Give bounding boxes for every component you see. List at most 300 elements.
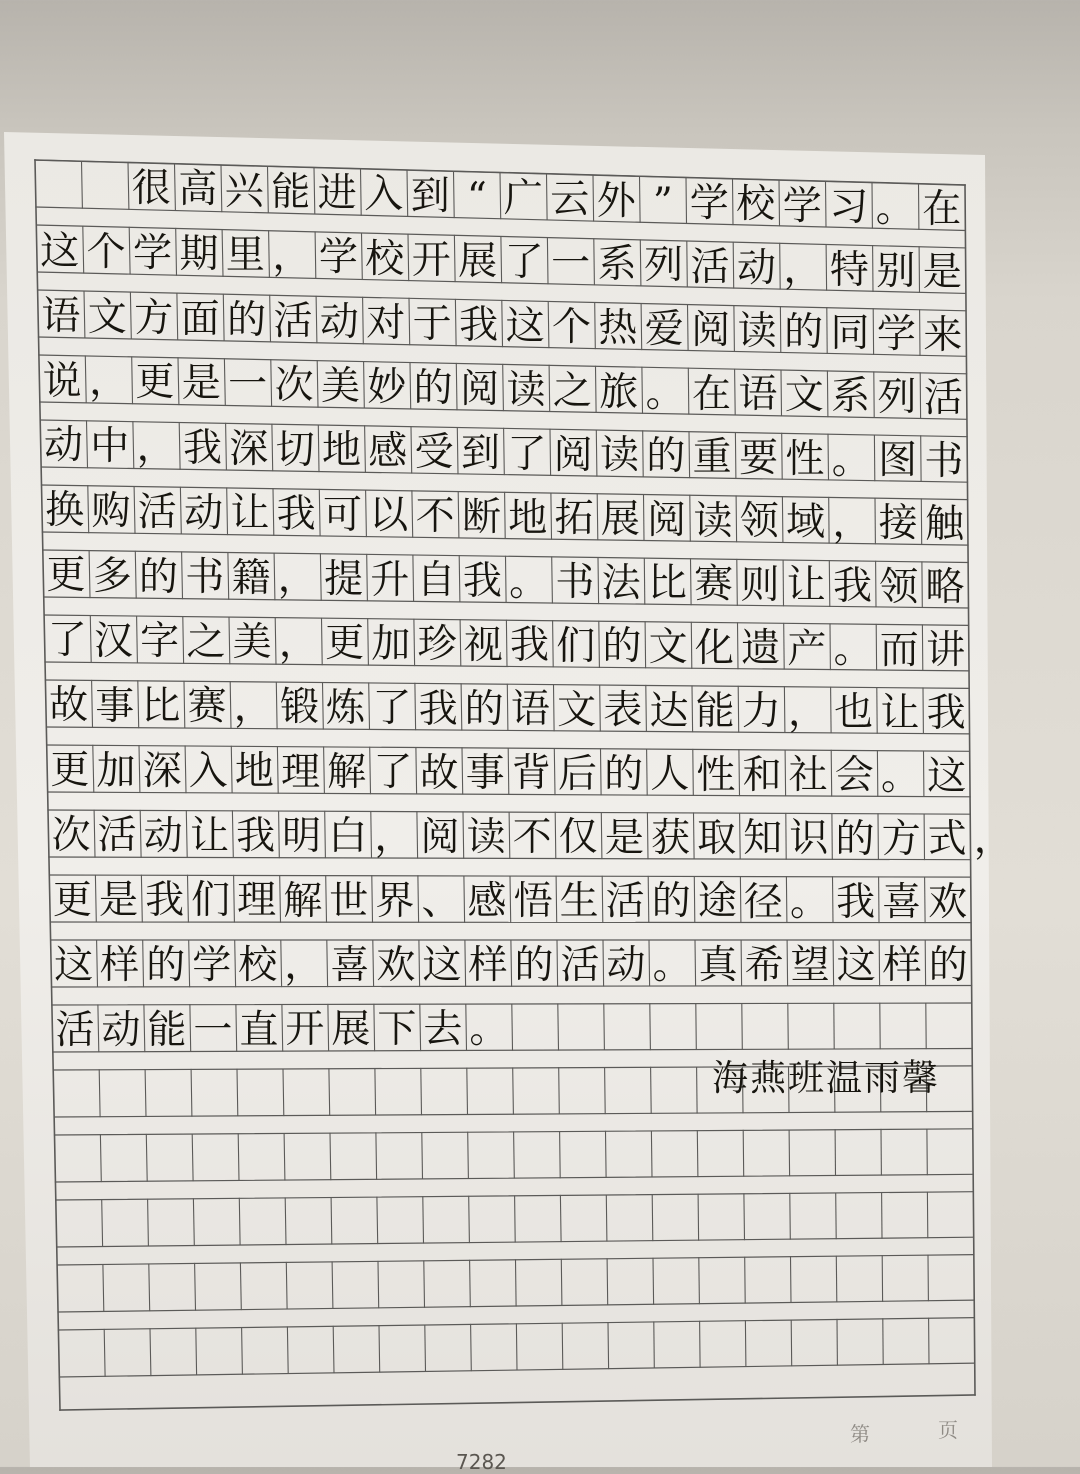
essay-character: 学: [874, 315, 918, 354]
essay-character: ，: [282, 946, 326, 985]
essay-character: 是: [602, 819, 646, 858]
essay-character: ，: [231, 688, 275, 727]
grid-cell-divider: [559, 1068, 560, 1114]
essay-character: 解: [325, 753, 369, 792]
essay-character: 美: [319, 367, 363, 406]
essay-character: ，: [971, 820, 1015, 859]
grid-cell-divider: [516, 1324, 517, 1370]
essay-character: 这: [38, 232, 82, 271]
essay-character: 故: [47, 686, 91, 725]
grid-cell-divider: [375, 1069, 376, 1115]
grid-cell-divider: [653, 1258, 654, 1304]
essay-character: 方: [132, 299, 176, 338]
essay-character: 文: [646, 628, 690, 667]
essay-character: 而: [877, 631, 921, 670]
essay-character: 这: [503, 307, 547, 346]
essay-character: 遗: [739, 629, 783, 668]
essay-character: 阅: [458, 370, 502, 409]
essay-character: 喜: [880, 883, 924, 922]
grid-cell-divider: [654, 1322, 655, 1368]
essay-character: 会: [832, 756, 876, 795]
grid-cell-divider: [423, 1197, 424, 1243]
essay-character: 达: [647, 692, 691, 731]
essay-character: 的: [462, 690, 506, 729]
essay-character: 旅: [597, 373, 641, 412]
essay-character: 次: [49, 816, 93, 855]
essay-character: 里: [223, 236, 267, 275]
essay-character: 人: [648, 755, 692, 794]
essay-character: 不: [510, 818, 554, 857]
grid-cell-divider: [697, 1067, 698, 1113]
essay-character: 让: [784, 566, 828, 605]
essay-character: [83, 168, 127, 207]
essay-character: 触: [923, 505, 967, 544]
essay-character: 也: [832, 693, 876, 732]
essay-character: 拓: [552, 499, 596, 538]
essay-character: 阅: [551, 436, 595, 475]
essay-character: 活: [53, 1011, 97, 1050]
essay-character: 我: [143, 881, 187, 920]
essay-character: 的: [926, 946, 970, 985]
grid-cell-divider: [424, 1261, 425, 1307]
essay-character: 动: [42, 426, 86, 465]
essay-character: 更: [44, 556, 88, 595]
essay-character: 事: [93, 687, 137, 726]
grid-cell-divider: [744, 1194, 745, 1240]
essay-character: 的: [512, 946, 556, 985]
essay-character: 取: [695, 819, 739, 858]
grid-cell-divider: [471, 1324, 472, 1370]
author-signature: 海燕班温雨馨: [712, 1050, 940, 1101]
essay-character: 希: [742, 946, 786, 985]
essay-character: 炼: [324, 689, 368, 728]
essay-character: 。: [873, 189, 917, 228]
essay-character: 了: [45, 621, 89, 660]
essay-character: ，: [134, 428, 178, 467]
essay-character: 阅: [689, 311, 733, 350]
grid-cell-divider: [425, 1325, 426, 1371]
essay-character: 受: [412, 433, 456, 472]
essay-character: 书: [553, 563, 597, 602]
essay-character: 法: [599, 564, 643, 603]
essay-character: 的: [144, 946, 188, 985]
essay-character: 个: [84, 233, 128, 272]
essay-character: 爱: [642, 310, 686, 349]
essay-character: 系: [829, 377, 873, 416]
essay-character: 识: [787, 819, 831, 858]
essay-character: 式: [925, 820, 969, 859]
essay-character: 活: [688, 248, 732, 287]
page-number-label: 第: [850, 1418, 870, 1447]
essay-character: 图: [876, 441, 920, 480]
grid-cell-divider: [558, 1004, 559, 1050]
essay-character: 一: [191, 1011, 235, 1050]
essay-character: 开: [409, 241, 453, 280]
essay-character: 让: [878, 694, 922, 733]
essay-character: 我: [924, 694, 968, 733]
grid-cell-divider: [514, 1132, 515, 1178]
essay-character: 是: [920, 253, 964, 292]
essay-character: 学: [316, 238, 360, 277]
essay-character: 断: [460, 498, 504, 537]
essay-character: 深: [227, 430, 271, 469]
grid-cell-divider: [605, 1068, 606, 1114]
essay-character: 性: [783, 440, 827, 479]
essay-character: 兴: [222, 172, 266, 211]
essay-character: 次: [272, 366, 316, 405]
essay-character: 列: [642, 246, 686, 285]
essay-character: 之: [550, 372, 594, 411]
essay-character: 的: [137, 558, 181, 597]
essay-character: 方: [879, 820, 923, 859]
essay-character: 语: [39, 297, 83, 336]
essay-character: 讲: [924, 631, 968, 670]
essay-character: 能: [693, 692, 737, 731]
grid-cell-divider: [700, 1321, 701, 1367]
essay-character: 妙: [365, 368, 409, 407]
essay-character: 加: [369, 625, 413, 664]
page-number-suffix: 页: [938, 1414, 958, 1443]
essay-character: 世: [327, 882, 371, 921]
grid-cell-divider: [469, 1196, 470, 1242]
essay-character: 升: [368, 561, 412, 600]
essay-character: 高: [176, 170, 220, 209]
essay-character: 对: [364, 304, 408, 343]
grid-cell-divider: [468, 1132, 469, 1178]
essay-character: 校: [734, 185, 778, 224]
essay-character: 别: [874, 252, 918, 291]
essay-character: 样: [98, 946, 142, 985]
essay-character: 的: [782, 313, 826, 352]
essay-character: 在: [920, 190, 964, 229]
essay-character: 文: [782, 376, 826, 415]
essay-character: 。: [467, 1010, 511, 1049]
essay-character: 展: [329, 1010, 373, 1049]
essay-character: 样: [466, 946, 510, 985]
essay-character: 赛: [185, 687, 229, 726]
essay-character: 系: [595, 245, 639, 284]
essay-character: 广: [501, 179, 545, 218]
essay-character: 去: [421, 1010, 465, 1049]
grid-cell-divider: [698, 1194, 699, 1240]
essay-character: 书: [183, 558, 227, 597]
essay-character: 故: [417, 754, 461, 793]
essay-character: 我: [508, 626, 552, 665]
essay-character: 动: [141, 817, 185, 856]
grid-cell-divider: [604, 1004, 605, 1050]
essay-character: 一: [549, 244, 593, 283]
essay-character: 外: [594, 182, 638, 221]
essay-character: 和: [740, 756, 784, 795]
essay-character: 读: [504, 371, 548, 410]
grid-cell-divider: [560, 1195, 561, 1241]
essay-character: 活: [921, 379, 965, 418]
essay-character: 的: [602, 755, 646, 794]
grid-cell-divider: [562, 1323, 563, 1369]
essay-character: 字: [138, 622, 182, 661]
essay-character: ，: [276, 624, 320, 663]
grid-cell-divider: [697, 1131, 698, 1177]
essay-character: 。: [879, 757, 923, 796]
essay-character: 、: [419, 882, 463, 921]
essay-character: 。: [829, 441, 873, 480]
essay-character: 阅: [418, 818, 462, 857]
essay-character: 解: [281, 882, 325, 921]
essay-character: 读: [735, 312, 779, 351]
essay-character: 学: [687, 184, 731, 223]
essay-character: 性: [694, 756, 738, 795]
essay-character: 热: [596, 309, 640, 348]
essay-character: 领: [877, 568, 921, 607]
essay-character: 我: [834, 883, 878, 922]
essay-character: 视: [461, 626, 505, 665]
grid-cell-divider: [742, 1004, 743, 1050]
essay-character: 力: [739, 692, 783, 731]
essay-character: 读: [464, 818, 508, 857]
grid-cell-divider: [606, 1195, 607, 1241]
essay-character: 了: [371, 753, 415, 792]
essay-character: ，: [270, 237, 314, 276]
essay-character: 个: [550, 308, 594, 347]
essay-character: 更: [323, 624, 367, 663]
essay-character: 的: [600, 627, 644, 666]
essay-character: 知: [741, 819, 785, 858]
essay-character: 样: [880, 946, 924, 985]
essay-character: 校: [363, 240, 407, 279]
essay-character: 。: [788, 883, 832, 922]
essay-character: 进: [315, 174, 359, 213]
essay-character: 们: [554, 627, 598, 666]
essay-character: 加: [94, 752, 138, 791]
essay-character: 说: [40, 362, 84, 401]
essay-character: 赛: [692, 565, 736, 604]
essay-character: 校: [236, 946, 280, 985]
essay-character: 的: [833, 820, 877, 859]
essay-character: 生: [557, 882, 601, 921]
essay-character: 地: [506, 499, 550, 538]
essay-character: 活: [271, 302, 315, 341]
essay-character: 社: [786, 756, 830, 795]
essay-character: 地: [320, 431, 364, 470]
grid-cell-divider: [467, 1068, 468, 1114]
essay-character: 购: [89, 492, 133, 531]
essay-character: 学: [131, 234, 175, 273]
essay-character: 的: [411, 369, 455, 408]
essay-character: 。: [643, 374, 687, 413]
essay-character: 习: [827, 188, 871, 227]
grid-cell-divider: [422, 1133, 423, 1179]
essay-character: 域: [784, 503, 828, 542]
grid-cell-divider: [652, 1195, 653, 1241]
grid-cell-divider: [743, 1130, 744, 1176]
essay-character: 列: [875, 378, 919, 417]
essay-character: 让: [228, 494, 272, 533]
essay-character: 期: [177, 235, 221, 274]
essay-character: 。: [650, 946, 694, 985]
essay-character: 仅: [556, 818, 600, 857]
essay-character: 多: [90, 557, 134, 596]
essay-character: 活: [95, 816, 139, 855]
essay-character: 到: [408, 177, 452, 216]
grid-cell-divider: [512, 1004, 513, 1050]
essay-character: 自: [414, 561, 458, 600]
essay-character: 们: [189, 881, 233, 920]
essay-character: 动: [317, 303, 361, 342]
essay-character: 特: [827, 251, 871, 290]
essay-character: 表: [601, 691, 645, 730]
grid-cell-divider: [607, 1259, 608, 1305]
essay-character: ，: [786, 693, 830, 732]
grid-cell-divider: [699, 1258, 700, 1304]
essay-character: 面: [178, 300, 222, 339]
essay-character: 籍: [229, 559, 273, 598]
essay-character: 。: [507, 563, 551, 602]
grid-cell-divider: [791, 1320, 792, 1366]
essay-character: 要: [737, 439, 781, 478]
essay-character: 欢: [374, 946, 418, 985]
essay-character: 则: [738, 566, 782, 605]
essay-character: 切: [273, 431, 317, 470]
essay-character: 很: [129, 169, 173, 208]
essay-character: 获: [649, 819, 693, 858]
grid-cell-divider: [608, 1323, 609, 1369]
grid-cell-divider: [376, 1133, 377, 1180]
essay-character: 一: [226, 365, 270, 404]
essay-character: 活: [135, 493, 179, 532]
essay-character: 汉: [92, 622, 136, 661]
grid-cell-divider: [379, 1326, 380, 1373]
essay-character: ，: [87, 362, 131, 401]
essay-character: 珍: [415, 625, 459, 664]
essay-character: 语: [736, 375, 780, 414]
essay-character: 的: [644, 437, 688, 476]
essay-character: 动: [99, 1011, 143, 1050]
essay-character: 的: [225, 301, 269, 340]
essay-character: 读: [691, 502, 735, 541]
essay-character: 直: [237, 1011, 281, 1050]
essay-character: 明: [280, 817, 324, 856]
essay-character: 望: [788, 946, 832, 985]
essay-character: 这: [420, 946, 464, 985]
essay-character: ，: [830, 504, 874, 543]
essay-character: 到: [459, 434, 503, 473]
essay-character: 能: [269, 173, 313, 212]
essay-character: 我: [416, 690, 460, 729]
essay-character: 入: [362, 175, 406, 214]
essay-character: 不: [413, 497, 457, 536]
essay-character: 我: [457, 306, 501, 345]
essay-character: 了: [505, 435, 549, 474]
grid-cell-divider: [606, 1131, 607, 1177]
essay-character: 于: [410, 305, 454, 344]
essay-character: 界: [373, 882, 417, 921]
essay-character: 文: [85, 298, 129, 337]
essay-character: 悟: [511, 882, 555, 921]
essay-character: 学: [190, 946, 234, 985]
essay-character: 接: [876, 504, 920, 543]
essay-character: 让: [188, 817, 232, 856]
essay-character: 的: [649, 882, 693, 921]
essay-character: ”: [641, 183, 685, 222]
grid-cell-divider: [515, 1196, 516, 1242]
essay-character: 开: [283, 1010, 327, 1049]
essay-character: 能: [145, 1011, 189, 1050]
grid-cell-divider: [421, 1068, 422, 1114]
essay-character: 是: [179, 364, 223, 403]
essay-character: 美: [230, 623, 274, 662]
essay-character: [36, 167, 80, 206]
grid-cell-divider: [650, 1004, 651, 1050]
essay-character: 动: [604, 946, 648, 985]
essay-character: 这: [925, 757, 969, 796]
essay-character: 以: [367, 496, 411, 535]
essay-character: 可: [321, 496, 365, 535]
essay-character: 理: [279, 753, 323, 792]
grid-cell-divider: [560, 1132, 561, 1178]
grid-cell-divider: [470, 1260, 471, 1306]
grid-cell-divider: [791, 1257, 792, 1303]
essay-character: 我: [831, 567, 875, 606]
essay-character: ，: [372, 818, 416, 857]
essay-character: 更: [50, 881, 94, 920]
essay-character: 学: [780, 187, 824, 226]
grid-cell-divider: [789, 1130, 790, 1176]
essay-character: 后: [556, 755, 600, 794]
essay-character: 入: [186, 752, 230, 791]
grid-cell-divider: [696, 1004, 697, 1050]
essay-character: 是: [97, 881, 141, 920]
grid-cell-divider: [651, 1067, 652, 1113]
essay-character: ，: [781, 250, 825, 289]
essay-character: 产: [785, 630, 829, 669]
grid-cell-divider: [651, 1131, 652, 1177]
essay-character: 之: [184, 623, 228, 662]
essay-character: 书: [922, 442, 966, 481]
essay-character: 理: [235, 881, 279, 920]
essay-character: 活: [558, 946, 602, 985]
essay-character: 白: [326, 817, 370, 856]
essay-character: 这: [834, 946, 878, 985]
essay-character: 更: [133, 363, 177, 402]
essay-character: 展: [456, 242, 500, 281]
essay-character: 背: [509, 754, 553, 793]
essay-character: 换: [43, 491, 87, 530]
essay-character: 比: [139, 687, 183, 726]
essay-character: 语: [508, 690, 552, 729]
essay-character: 我: [274, 495, 318, 534]
grid-cell-divider: [513, 1068, 514, 1114]
essay-character: 读: [598, 436, 642, 475]
essay-character: 在: [690, 375, 734, 414]
essay-character: 欢: [926, 883, 970, 922]
grid-cell-divider: [788, 1003, 789, 1049]
bottom-number: 7282: [456, 1450, 507, 1474]
grid-cell-divider: [745, 1321, 746, 1367]
grid-cell-divider: [331, 1198, 332, 1245]
essay-character: 文: [555, 691, 599, 730]
essay-character: 了: [502, 243, 546, 282]
essay-character: 下: [375, 1010, 419, 1049]
essay-character: 中: [88, 427, 132, 466]
essay-character: 动: [182, 494, 226, 533]
grid-cell-divider: [516, 1260, 517, 1306]
essay-character: 重: [690, 438, 734, 477]
grid-cell-divider: [378, 1261, 379, 1307]
essay-character: 我: [181, 429, 225, 468]
grid-cell-divider: [790, 1193, 791, 1239]
essay-character: 我: [460, 562, 504, 601]
essay-character: 感: [465, 882, 509, 921]
